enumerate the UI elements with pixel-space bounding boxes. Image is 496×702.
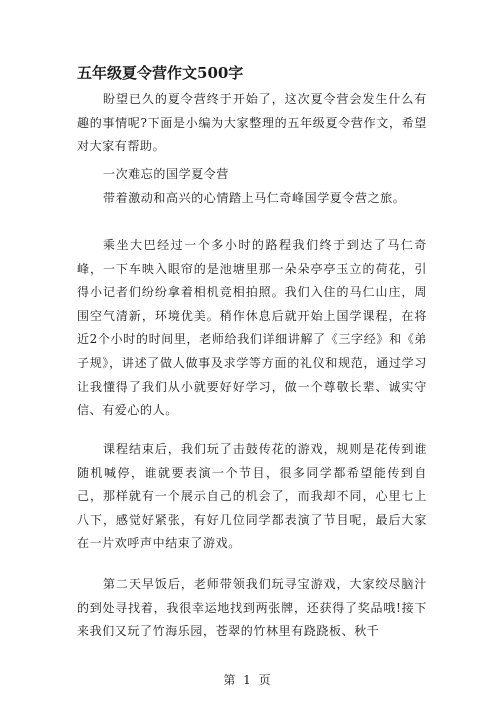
body-paragraph-1: 乘坐大巴经过一个多小时的路程我们终于到达了马仁奇峰，一下车映入眼帘的是池塘里那一朵朵亭亭玉立的荷花，引得小记者们纷纷拿着相机竞相拍照。我们入住的马仁山庄，周围空气清新，环境优美。稍作休息后就开始上国学课程，在将近2个小时的时间里，老师给我们详细讲解了《三字经》和《弟子规》，讲述了做人做事及求学等方面的礼仪和规范，通过学习让我懂得了我们从小就要好好学习，做一个尊敬长辈、诚实守信、有爱心的人。 bbox=[77, 238, 427, 418]
document-title: 五年级夏令营作文500字 bbox=[77, 64, 244, 82]
intro-paragraph: 盼望已久的夏令营终于开始了，这次夏令营会发生什么有趣的事情呢?下面是小编为大家整理的五年级夏令营作文，希望对大家有帮助。 bbox=[77, 92, 427, 154]
page-number: 第 1 页 bbox=[223, 673, 273, 687]
lead-paragraph: 带着激动和高兴的心情踏上马仁奇峰国学夏令营之旅。 bbox=[103, 191, 406, 205]
body-paragraph-3: 第二天早饭后，老师带领我们玩寻宝游戏，大家绞尽脑汁的到处寻找着，我很幸运地找到两张牌，还获得了奖品哦!接下来我们又玩了竹海乐园，苍翠的竹林里有跷跷板、秋千 bbox=[77, 577, 427, 639]
body-paragraph-2: 课程结束后，我们玩了击鼓传花的游戏，规则是花传到谁随机喊停，谁就要表演一个节目，很多同学都希望能传到自己，那样就有一个展示自己的机会了，而我却不同，心里七上八下，感觉好紧张，有好几位同学都表演了节目呢，最后大家在一片欢呼声中结束了游戏。 bbox=[77, 442, 427, 551]
section-subtitle: 一次难忘的国学夏令营 bbox=[103, 167, 230, 181]
